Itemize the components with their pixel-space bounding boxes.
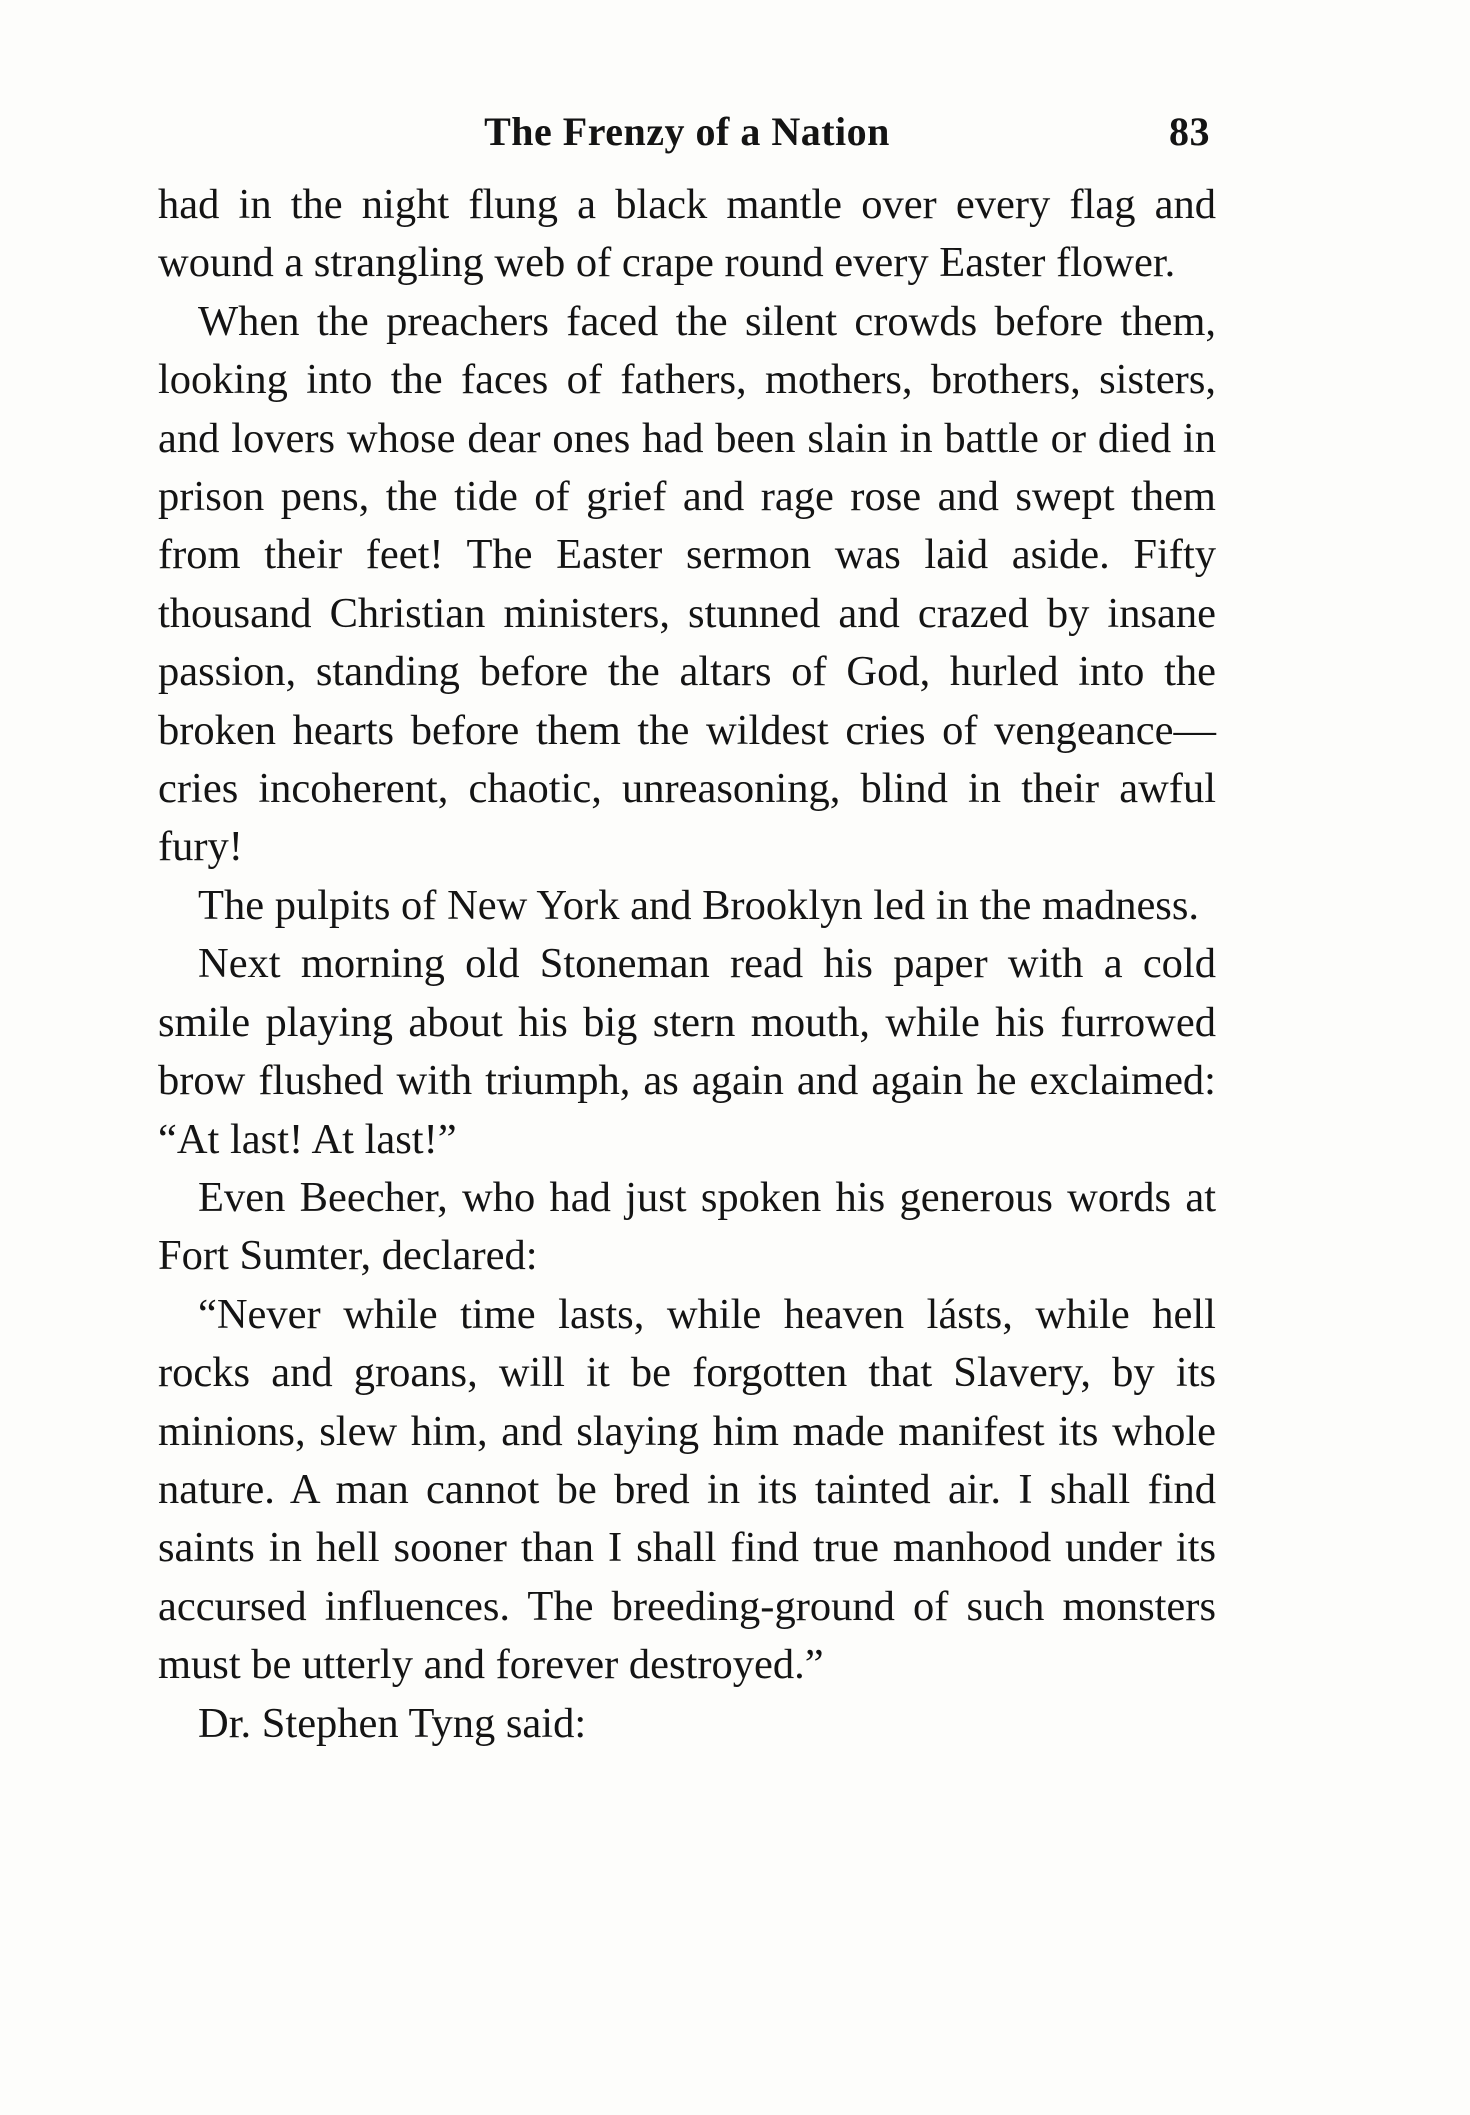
paragraph-continued: had in the night flung a black mantle over every flag and wound a strangling web of crape round every Easter flower. [158,181,1216,287]
running-head [158,102,1216,162]
paragraph-quotation: “Never while time lasts, while heaven lásts, while hell rocks and groans, will it be forgotten that Slavery, by its minions, slew him, and slaying him made manifest its whole nature. A man cannot be bred in its tainted air. I shall find saints in hell sooner than I shall find true manhood under its accursed influences. The breeding-ground of such monsters must be utterly and forever destroyed.” [158,1290,1216,1689]
paragraph-tyng: Dr. Stephen Tyng said: [198,1699,587,1747]
paragraph-preachers: When the preachers faced the silent crowds before them, looking into the faces of fathers, mothers, brothers, sisters, and lovers whose dear ones had been slain in battle or died in prison pens, the tide of grief and rage rose and swept them from their feet! The Easter sermon was laid aside. Fifty thousand Christian ministers, stunned and crazed by insane passion, standing before the altars of God, hurled into the broken hearts before them the wildest cries of vengeance—cries incoherent, chaotic, unreasoning, blind in their awful fury! [158,297,1216,871]
body-text [158,176,1216,1753]
running-title: The Frenzy of a Nation [484,109,890,154]
paragraph-pulpits: The pulpits of New York and Brooklyn led in the madness. [198,881,1200,929]
paragraph-beecher: Even Beecher, who had just spoken his generous words at Fort Sumter, declared: [158,1173,1216,1280]
page-number: 83 [1169,109,1210,154]
paragraph-stoneman: Next morning old Stoneman read his paper with a cold smile playing about his big stern mouth, while his furrowed brow flushed with triumph, as again and again he exclaimed: “At last! At last!” [158,940,1216,1163]
